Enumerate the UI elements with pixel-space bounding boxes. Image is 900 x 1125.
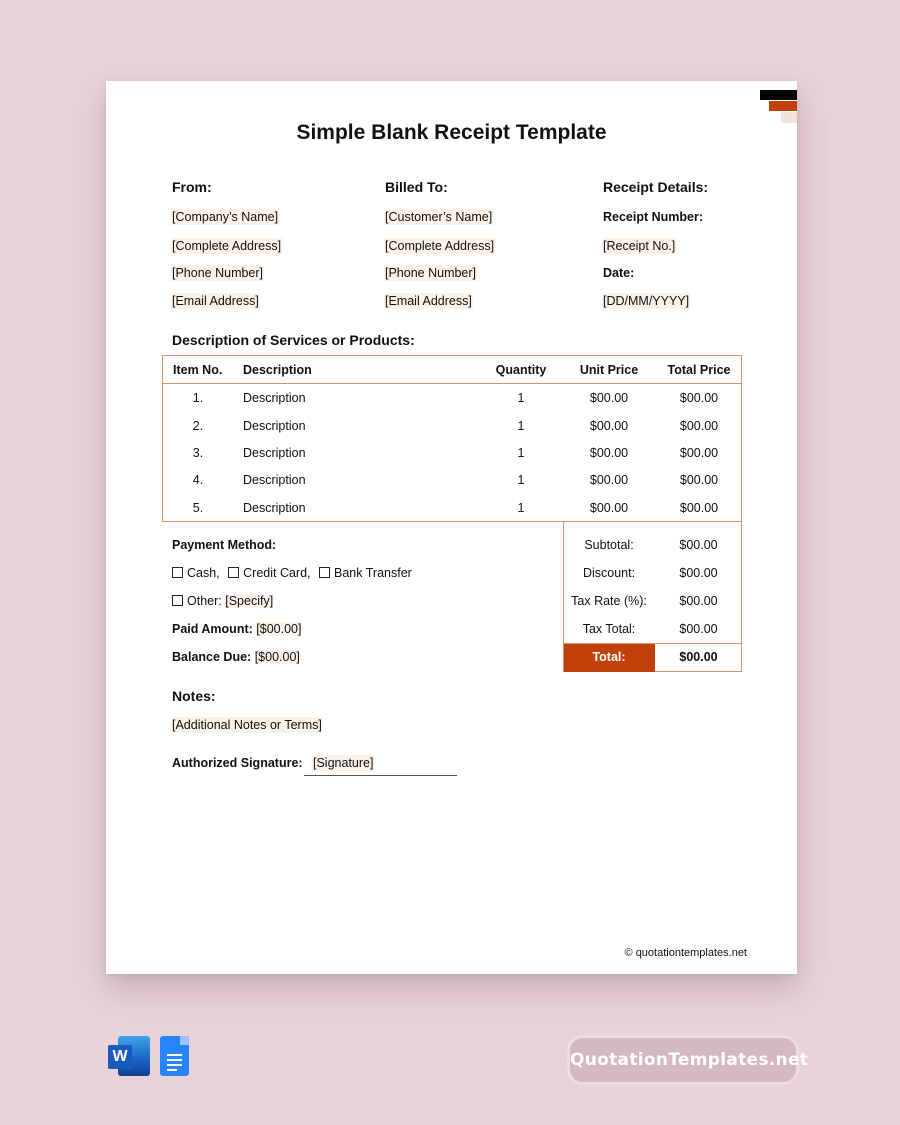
- payment-options: [172, 566, 412, 580]
- row-item-no: 1.: [192, 391, 204, 405]
- date-label: Date:: [603, 266, 635, 280]
- tax-rate-value[interactable]: $00.00: [679, 594, 718, 608]
- billed-phone-field[interactable]: [Phone Number]: [385, 266, 477, 280]
- from-email-field[interactable]: [Email Address]: [172, 294, 259, 308]
- signature-line: [304, 775, 457, 776]
- discount-value[interactable]: $00.00: [679, 566, 718, 580]
- receipt-number-field[interactable]: [Receipt No.]: [603, 239, 676, 253]
- row-total-price: $00.00: [679, 391, 719, 405]
- google-docs-icon: [160, 1036, 189, 1076]
- payment-method-label: Payment Method:: [172, 538, 277, 552]
- date-field[interactable]: [DD/MM/YYYY]: [603, 294, 690, 308]
- row-quantity[interactable]: 1: [517, 419, 525, 433]
- billed-address-field[interactable]: [Complete Address]: [385, 239, 495, 253]
- docs-icon-line: [167, 1054, 182, 1056]
- bank-transfer-label: Bank Transfer: [334, 566, 412, 580]
- bank-transfer-checkbox[interactable]: [319, 567, 330, 578]
- from-phone-field[interactable]: [Phone Number]: [172, 266, 264, 280]
- row-unit-price[interactable]: $00.00: [589, 391, 629, 405]
- row-quantity[interactable]: 1: [517, 391, 525, 405]
- tax-total-label: Tax Total:: [582, 622, 636, 636]
- total-value: $00.00: [679, 650, 718, 664]
- receipt-document: [106, 81, 797, 974]
- cash-checkbox[interactable]: [172, 567, 183, 578]
- subtotal-row: [564, 532, 741, 560]
- tax-rate-row: [564, 588, 741, 616]
- header-quantity: Quantity: [495, 363, 547, 377]
- balance-due-label: Balance Due:: [172, 650, 252, 664]
- row-total-price: $00.00: [679, 419, 719, 433]
- subtotal-label: Subtotal:: [584, 538, 634, 552]
- balance-due-field[interactable]: [$00.00]: [254, 650, 300, 664]
- docs-icon-line: [167, 1069, 177, 1071]
- payment-option-cash[interactable]: [172, 566, 220, 580]
- row-unit-price[interactable]: $00.00: [589, 501, 629, 515]
- credit-card-label: Credit Card,: [243, 566, 311, 580]
- credit-card-checkbox[interactable]: [228, 567, 239, 578]
- receipt-details-heading: Receipt Details:: [603, 179, 709, 195]
- receipt-number-label: Receipt Number:: [603, 210, 704, 224]
- payment-option-credit-card[interactable]: [228, 566, 310, 580]
- signature-label: Authorized Signature:: [172, 756, 303, 770]
- row-unit-price[interactable]: $00.00: [589, 419, 629, 433]
- tax-rate-label: Tax Rate (%):: [571, 594, 647, 608]
- row-quantity[interactable]: 1: [517, 501, 525, 515]
- balance-due-row: [172, 650, 300, 664]
- row-item-no: 4.: [192, 473, 204, 487]
- row-description[interactable]: Description: [243, 501, 306, 515]
- decorative-bar-orange: [769, 101, 797, 111]
- notes-field[interactable]: [Additional Notes or Terms]: [172, 718, 322, 732]
- row-total-price: $00.00: [679, 446, 719, 460]
- signature-field[interactable]: [Signature]: [313, 756, 374, 770]
- row-unit-price[interactable]: $00.00: [589, 473, 629, 487]
- row-item-no: 3.: [192, 446, 204, 460]
- payment-option-bank-transfer[interactable]: [319, 566, 412, 580]
- header-item-no: Item No.: [173, 363, 223, 377]
- row-item-no: 2.: [192, 419, 204, 433]
- row-quantity[interactable]: 1: [517, 446, 525, 460]
- row-item-no: 5.: [192, 501, 204, 515]
- payment-option-other[interactable]: [172, 594, 273, 608]
- cash-label: Cash,: [187, 566, 220, 580]
- items-table-header: [163, 356, 741, 384]
- copyright-credit: © quotationtemplates.net: [624, 947, 747, 959]
- row-description[interactable]: Description: [243, 419, 306, 433]
- discount-label: Discount:: [582, 566, 636, 580]
- header-unit-price: Unit Price: [579, 363, 639, 377]
- row-description[interactable]: Description: [243, 391, 306, 405]
- paid-amount-row: [172, 622, 301, 636]
- totals-box: [563, 521, 742, 672]
- services-heading: Description of Services or Products:: [172, 332, 415, 348]
- items-table: [162, 355, 742, 522]
- grand-total-row: [564, 643, 741, 671]
- row-description[interactable]: Description: [243, 473, 306, 487]
- from-company-field[interactable]: [Company’s Name]: [172, 210, 279, 224]
- microsoft-word-icon: [108, 1036, 150, 1076]
- notes-heading: Notes:: [172, 688, 216, 704]
- other-specify-field[interactable]: [Specify]: [225, 594, 274, 608]
- docs-icon-line: [167, 1064, 182, 1066]
- site-brand-name: QuotationTemplates.net: [570, 1050, 809, 1070]
- tax-total-value: $00.00: [679, 622, 718, 636]
- other-label: Other:: [187, 594, 222, 608]
- site-brand-badge: [567, 1035, 809, 1085]
- row-unit-price[interactable]: $00.00: [589, 446, 629, 460]
- billed-to-heading: Billed To:: [385, 179, 448, 195]
- docs-icon-fold: [180, 1036, 189, 1045]
- other-checkbox[interactable]: [172, 595, 183, 606]
- header-total-price: Total Price: [667, 363, 731, 377]
- row-description[interactable]: Description: [243, 446, 306, 460]
- header-description: Description: [243, 363, 312, 377]
- row-total-price: $00.00: [679, 473, 719, 487]
- row-total-price: $00.00: [679, 501, 719, 515]
- paid-amount-label: Paid Amount:: [172, 622, 253, 636]
- decorative-bar-black: [760, 90, 797, 100]
- subtotal-value: $00.00: [679, 538, 718, 552]
- document-title: Simple Blank Receipt Template: [296, 121, 607, 144]
- docs-icon-line: [167, 1059, 182, 1061]
- word-icon-letter: W: [108, 1045, 132, 1069]
- discount-row: [564, 560, 741, 588]
- from-address-field[interactable]: [Complete Address]: [172, 239, 282, 253]
- paid-amount-field[interactable]: [$00.00]: [256, 622, 302, 636]
- from-heading: From:: [172, 179, 212, 195]
- tax-total-row: [564, 616, 741, 644]
- billed-customer-field[interactable]: [Customer’s Name]: [385, 210, 493, 224]
- billed-email-field[interactable]: [Email Address]: [385, 294, 472, 308]
- total-label: Total:: [592, 650, 626, 664]
- row-quantity[interactable]: 1: [517, 473, 525, 487]
